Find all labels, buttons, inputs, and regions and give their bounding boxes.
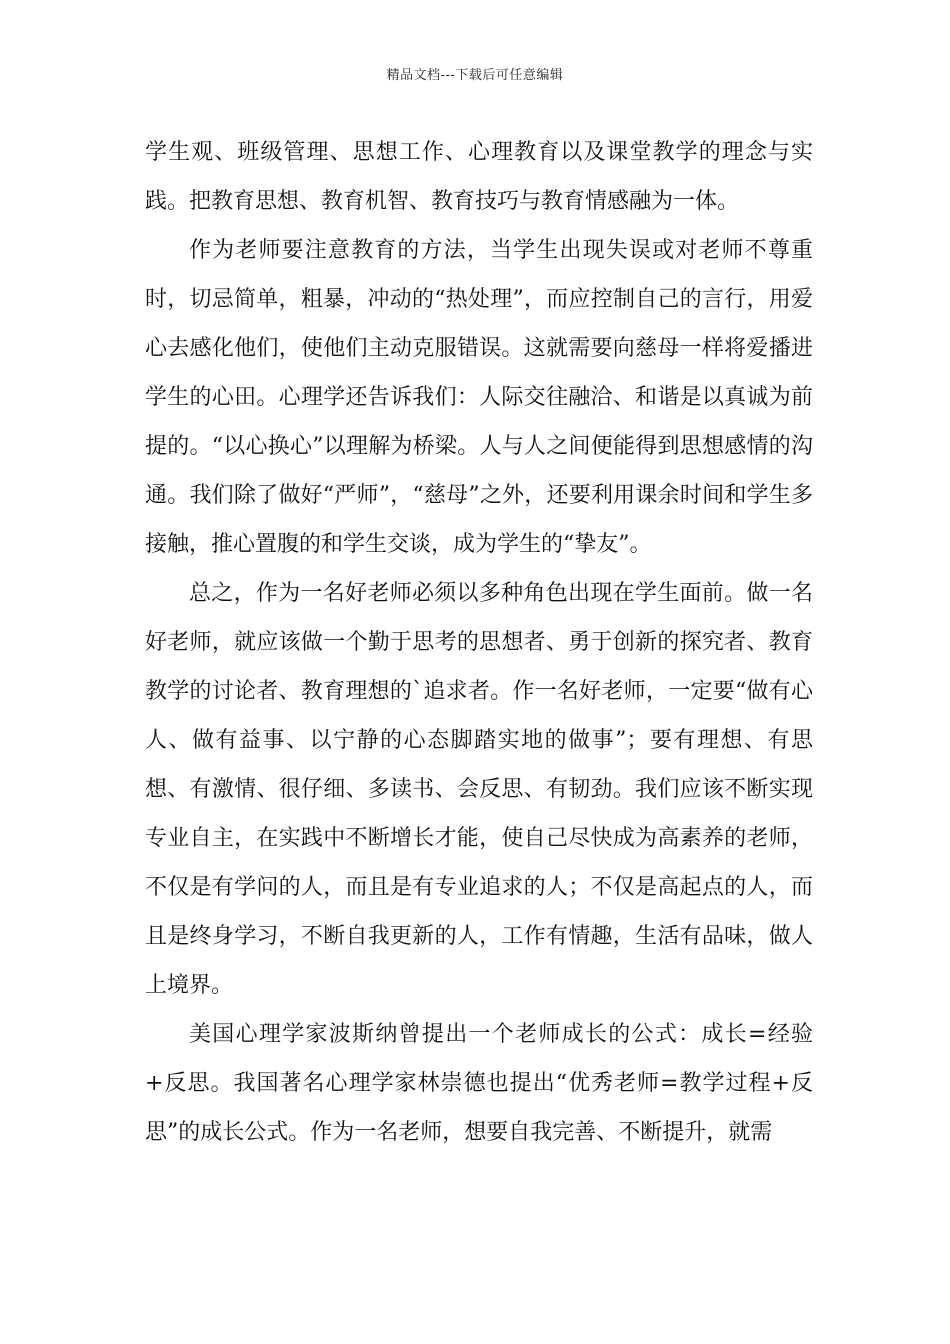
paragraph-continuation: 学生观、班级管理、思想工作、心理教育以及课堂教学的理念与实践。把教育思想、教育机智、教育技巧与教育情感融为一体。 — [145, 140, 813, 214]
page-header: 精品文档---下载后可任意编辑 — [386, 68, 564, 83]
document-body — [145, 128, 813, 1157]
paragraph-teaching-methods: 作为老师要注意教育的方法，当学生出现失误或对老师不尊重时，切忌简单，粗暴，冲动的“热处理”，而应控制自己的言行，用爱心去感化他们，使他们主动克服错误。这就需要向慈母一样将爱播进学生的心田。心理学还告诉我们：人际交往融洽、和谐是以真诚为前提的。“以心换心”以理解为桥梁。人与人之间便能得到思想感情的沟通。我们除了做好“严师”，“慈母”之外，还要利用课余时间和学生多接触，推心置腹的和学生交谈，成为学生的“挚友”。 — [145, 238, 813, 557]
paragraph-good-teacher: 总之，作为一名好老师必须以多种角色出现在学生面前。做一名好老师，就应该做一个勤于思考的思想者、勇于创新的探究者、教育教学的讨论者、教育理想的`追求者。作一名好老师，一定要“做有心人、做有益事、以宁静的心态脚踏实地的做事”；要有理想、有思想、有激情、很仔细、多读书、会反思、有韧劲。我们应该不断实现专业自主，在实践中不断增长才能，使自己尽快成为高素养的老师，不仅是有学问的人，而且是有专业追求的人；不仅是高起点的人，而且是终身学习，不断自我更新的人，工作有情趣，生活有品味，做人上境界。 — [145, 581, 813, 998]
paragraph-growth-formula: 美国心理学家波斯纳曾提出一个老师成长的公式：成长=经验+反思。我国著名心理学家林崇德也提出“优秀老师=教学过程+反思”的成长公式。作为一名老师，想要自我完善、不断提升，就需 — [145, 1022, 813, 1145]
